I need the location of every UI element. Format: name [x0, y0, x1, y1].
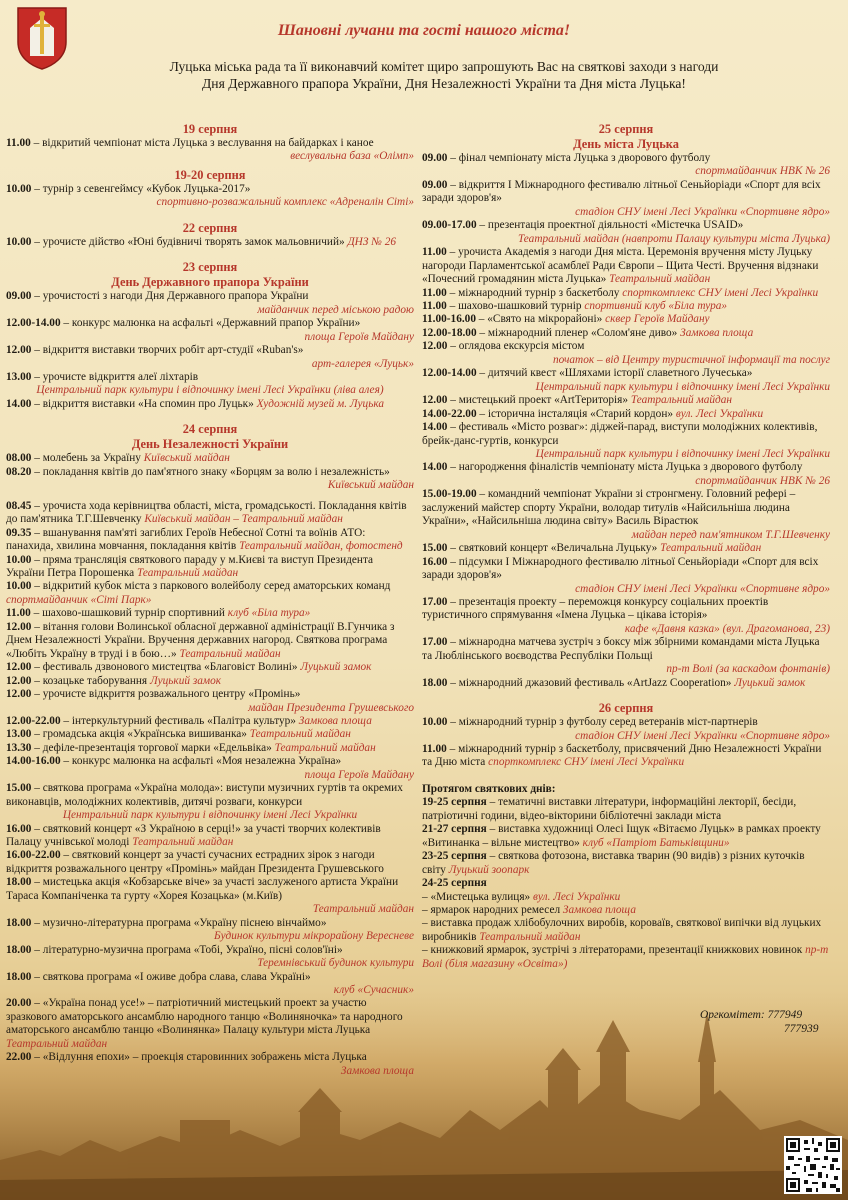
event-venue: Центральний парк культури і відпочинку імені Лесі Українки	[535, 380, 830, 393]
event-venue: Будинок культури мікрорайону Вересневе	[214, 930, 414, 943]
date-heading: 26 серпня	[598, 701, 654, 716]
event-item: 20.00 – «Україна понад усе!» – патріотичний мистецький проект за участю зразкового аматорського ансамблю народного танцю «Волиняночка» та народного аматорського ансамблю танцю «Волинянка» Палацу культури міста Луцька Театральний майдан	[6, 997, 403, 1050]
orgcommittee-phone-2: 777939	[784, 1023, 819, 1035]
day-subtitle: День Незалежності України	[131, 437, 289, 452]
event-venue: площа Героїв Майдану	[304, 768, 414, 781]
event-venue: веслувальна база «Олімп»	[290, 150, 414, 163]
event-item: 24-25 серпня	[422, 877, 487, 890]
event-venue: стадіон СНУ імені Лесі Українки «Спортивне ядро»	[575, 582, 830, 595]
qr-code-icon	[784, 1136, 842, 1194]
day-subtitle: День Державного прапора України	[111, 275, 309, 290]
event-item: 11.00 – міжнародний турнір з баскетболу, присвячений Дню Незалежності України та Дню міста спорткомплекс СНУ імені Лесі Українки	[422, 743, 822, 769]
event-item: 17.00 – презентація проекту – переможця конкурсу соціальних проектів туристичного спрямування «Імена Луцька – цікава історія»	[422, 595, 769, 622]
event-item: 11.00 – відкритий чемпіонат міста Луцька з веслування на байдарках і каное	[6, 137, 374, 149]
event-item: 14.00 – нагородження фіналістів чемпіонату міста Луцька з дворового футболу	[422, 461, 803, 474]
event-item: 13.00 – урочисте відкриття алеї ліхтарів	[6, 370, 199, 383]
event-item: 18.00 – музично-літературна програма «Україну піснею вінчаймо»	[6, 916, 327, 929]
event-item: 12.00 – відкриття виставки творчих робіт арт-студії «Ruban's»	[6, 344, 304, 357]
date-heading: 24 серпня	[182, 422, 238, 437]
event-venue: арт-галерея «Луцьк»	[311, 357, 414, 370]
event-item: 12.00-18.00 – міжнародний пленер «Солом'яне диво» Замкова площа	[422, 326, 754, 339]
event-item: 13.30 – дефіле-презентація торгової марки «Едельвіка» Театральний майдан	[6, 741, 376, 754]
event-item: – «Мистецька вулиця» вул. Лесі Українки	[422, 890, 621, 903]
event-item: 18.00 – міжнародний джазовий фестиваль «ArtJazz Cooperation» Луцький замок	[422, 676, 806, 689]
event-item: 14.00 – фестиваль «Місто розваг»: діджей-парад, виступи молодіжних колективів, брейк-данс-гуртів, конкурси	[422, 421, 818, 447]
event-item: 13.00 – громадська акція «Українська вишиванка» Театральний майдан	[6, 728, 351, 741]
event-venue: Театральний майдан	[312, 903, 414, 916]
event-item: 11.00 – шахово-шашковий турнір спортивний клуб «Біла тура»	[6, 607, 311, 620]
date-heading: 19-20 серпня	[174, 167, 246, 182]
event-item: 12.00 – фестиваль дзвонового мистецтва «Благовіст Волині» Луцький замок	[6, 661, 372, 674]
event-item: 14.00-16.00 – конкурс малюнка на асфальті «Моя незалежна Україна»	[6, 755, 342, 768]
event-venue: спортмайданчик НВК № 26	[695, 474, 830, 487]
event-item: 10.00 – турнір з севенгеймсу «Кубок Луцька-2017»	[6, 182, 251, 195]
event-venue: Центральний парк культури і відпочинку імені Лесі Українки	[535, 447, 830, 460]
event-venue: Театральний майдан (навпроти Палацу культури міста Луцька)	[517, 232, 830, 245]
event-item: 10.00 – урочисте дійство «Юні будівничі творять замок мальовничий» ДНЗ № 26	[6, 235, 397, 248]
event-venue: початок – від Центру туристичної інформації та послуг	[553, 353, 830, 366]
event-item: 11.00 – шахово-шашковий турнір спортивний клуб «Біла тура»	[422, 299, 728, 312]
event-item: 10.00 – відкритий кубок міста з паркового волейболу серед аматорських команд спортмайданчик «Сіті Парк»	[6, 580, 391, 606]
event-item: 14.00 – відкриття виставки «На спомин про Луцьк» Художній музей м. Луцька	[6, 397, 385, 410]
event-item: 15.00 – святкова програма «Україна молода»: виступи музичних гуртів та окремих виконавців, молодіжних колективів, дитячі розваги, конкурси	[6, 782, 403, 808]
event-item: 18.00 – літературно-музична програма «Тобі, Україно, пісні солов'їні»	[6, 943, 343, 956]
event-venue: майдан Президента Грушевського	[248, 701, 414, 714]
event-item: 08.20 – покладання квітів до пам'ятного знаку «Борцям за волю і незалежність»	[6, 465, 390, 478]
date-heading: 19 серпня	[182, 122, 238, 136]
event-item: 12.00-14.00 – дитячий квест «Шляхами історії славетного Лучеська»	[422, 367, 753, 380]
event-item: 12.00 – урочисте відкриття розважального центру «Промінь»	[6, 688, 301, 701]
event-item: 17.00 – міжнародна матчева зустріч з боксу між збірними командами міста Луцька та Люблінського воєводства Республіки Польщі	[422, 636, 820, 662]
event-item: 21-27 серпня – виставка художниці Олесі Іщук «Вітаємо Луцьк» в рамках проекту «Витинанка – вільне мистецтво» клуб «Патріот Батьківщини»	[422, 823, 821, 849]
event-venue: Замкова площа	[340, 1064, 414, 1077]
event-item: 12.00 – вітання голови Волинської обласної державної адміністрації В.Гунчика з Днем Незалежності України. Вручення державних нагород. Святкова програма «Любіть Україну в труді і в бою…» Театральний майдан	[6, 620, 395, 660]
event-item: 14.00-22.00 – історична інсталяція «Старий кордон» вул. Лесі Українки	[422, 407, 764, 420]
event-item: 16.00-22.00 – святковий концерт за участі сучасних естрадних зірок з нагоди відкриття розважального центру «Промінь» майдан Президента Грушевського	[6, 849, 384, 875]
event-item: 08.45 – урочиста хода керівництва області, міста, громадськості. Покладання квітів до пам'ятника Т.Г.Шевченку Київський майдан – Театральний майдан	[6, 499, 407, 526]
event-item: 15.00 – святковий концерт «Величальна Луцьку» Театральний майдан	[422, 542, 762, 555]
date-heading: 23 серпня	[182, 260, 238, 275]
event-item: 15.00-19.00 – командний чемпіонат України зі стронгмену. Головний рефері – заслужений майстер спорту України, володар титулів «Найсильніша людина України», «Найсильніша людина світу» Василь Вірастюк	[422, 488, 796, 528]
event-item: – книжковий ярмарок, зустрічі з літераторами, презентації книжкових новинок пр-т Волі (біля магазину «Освіта»)	[422, 944, 829, 970]
event-item: 11.00-16.00 – «Свято на мікрорайоні» сквер Героїв Майдану	[422, 313, 710, 326]
event-venue: Центральний парк культури і відпочинку імені Лесі Українки	[62, 809, 358, 822]
event-item: 16.00 – підсумки І Міжнародного фестивалю літньої Сеньйоріади «Спорт для всіх заради здоров'я»	[422, 555, 819, 582]
event-venue: площа Героїв Майдану	[304, 330, 414, 343]
event-item: 11.00 – урочиста Академія з нагоди Дня міста. Церемонія вручення місту Луцьку нагороди Парламентської асамблеї Ради Європи – Щита Честі. Вручення відзнаки «Почесний громадянин міста Луцька» Театральний майдан	[422, 246, 819, 286]
event-item: – ярмарок народних ремесел Замкова площа	[422, 904, 636, 917]
event-venue: Теремнівський будинок культури	[257, 957, 414, 970]
event-venue: кафе «Давня казка» (вул. Драгоманова, 23)	[624, 622, 830, 635]
event-item: 10.00 – пряма трансляція святкового параду у м.Києві та виступ Президента України Петра Порошенка Театральний майдан	[6, 553, 374, 579]
event-item: 23-25 серпня – святкова фотозона, виставка тварин (90 видів) з різних куточків світу Луцький зоопарк	[422, 850, 805, 876]
event-item: 12.00 – мистецький проект «ArtТериторія» Театральний майдан	[422, 394, 732, 407]
orgcommittee-phone: Оргкомітет: 777949	[700, 1009, 803, 1021]
event-item: 09.00 – фінал чемпіонату міста Луцька з дворового футболу	[422, 152, 711, 164]
event-venue: спортмайданчик НВК № 26	[695, 165, 830, 178]
date-heading: 22 серпня	[182, 220, 238, 235]
event-item: 12.00 – козацьке таборування Луцький замок	[6, 674, 222, 687]
day-subtitle: День міста Луцька	[573, 137, 679, 151]
event-item: 19-25 серпня – тематичні виставки літератури, інформаційні лекторії, бесіди, патріотичні години, відео-вікторини бібліотечні заклади міста	[422, 796, 797, 822]
event-item: 08.00 – молебень за Україну Київський майдан	[6, 452, 230, 465]
event-venue: стадіон СНУ імені Лесі Українки «Спортивне ядро»	[575, 205, 830, 218]
event-venue: спортивно-розважальний комплекс «Адреналін Сіті»	[156, 196, 414, 209]
event-item: 12.00-14.00 – конкурс малюнка на асфальті «Державний прапор України»	[6, 317, 361, 330]
event-item: 10.00 – міжнародний турнір з футболу серед ветеранів міст-партнерів	[422, 716, 758, 729]
event-venue: майданчик перед міською радою	[257, 303, 414, 316]
event-venue: клуб «Сучасник»	[333, 984, 414, 997]
event-item: 09.35 – вшанування пам'яті загиблих Героїв Небесної Сотні та воїнів АТО: панахида, хвилина мовчання, покладання квітів Театральний майдан, фотостенд	[6, 526, 403, 553]
event-item: 09.00 – відкриття І Міжнародного фестивалю літньої Сеньйоріади «Спорт для всіх заради здоров'я»	[422, 178, 821, 205]
event-venue: пр-т Волі (за каскадом фонтанів)	[666, 663, 830, 676]
event-venue: Центральний парк культури і відпочинку імені Лесі Українки (ліва алея)	[36, 384, 384, 397]
event-item: 12.00 – оглядова екскурсія містом	[422, 340, 585, 353]
event-item: 09.00-17.00 – презентація проектної діяльності «Містечка USAID»	[422, 219, 744, 232]
date-heading: 25 серпня	[598, 122, 654, 136]
left-column	[6, 118, 414, 1078]
event-item: 12.00-22.00 – інтеркультурний фестиваль «Палітра культур» Замкова площа	[6, 714, 372, 727]
event-venue: стадіон СНУ імені Лесі Українки «Спортивне ядро»	[575, 729, 830, 742]
during-days-heading: Протягом святкових днів:	[422, 782, 556, 795]
event-item: 11.00 – міжнародний турнір з баскетболу спорткомплекс СНУ імені Лесі Українки	[422, 286, 819, 299]
event-item: – виставка продаж хлібобулочних виробів, короваїв, святкової випічки від луцьких виробників Театральний майдан	[422, 917, 822, 943]
event-item: 09.00 – урочистості з нагоди Дня Державного прапора України	[6, 290, 309, 303]
event-venue: майдан перед пам'ятником Т.Г.Шевченку	[631, 528, 830, 541]
event-venue: Київський майдан	[327, 479, 414, 492]
intro-text: Луцька міська рада та її виконавчий комітет щиро запрошують Вас на святкові заходи з нагоди Дня Державного прапора України, Дня Незалежності України та Дня міста Луцька!	[169, 59, 719, 91]
event-item: 22.00 – «Відлуння епохи» – проекція старовинних зображень міста Луцька	[6, 1051, 367, 1064]
right-column	[422, 118, 830, 971]
event-item: 18.00 – святкова програма «І оживе добра слава, слава Україні»	[6, 970, 311, 983]
event-item: 16.00 – святковий концерт «З Україною в серці!» за участі творчих колективів Палацу учнівської молоді Театральний майдан	[6, 822, 381, 849]
event-item: 18.00 – мистецька акція «Кобзарське віче» за участі заслуженого артиста України Тараса Компаніченка та гурту «Хорея Козацька» (м.Київ)	[6, 876, 399, 902]
page-title: Шановні лучани та гості нашого міста!	[277, 22, 571, 39]
